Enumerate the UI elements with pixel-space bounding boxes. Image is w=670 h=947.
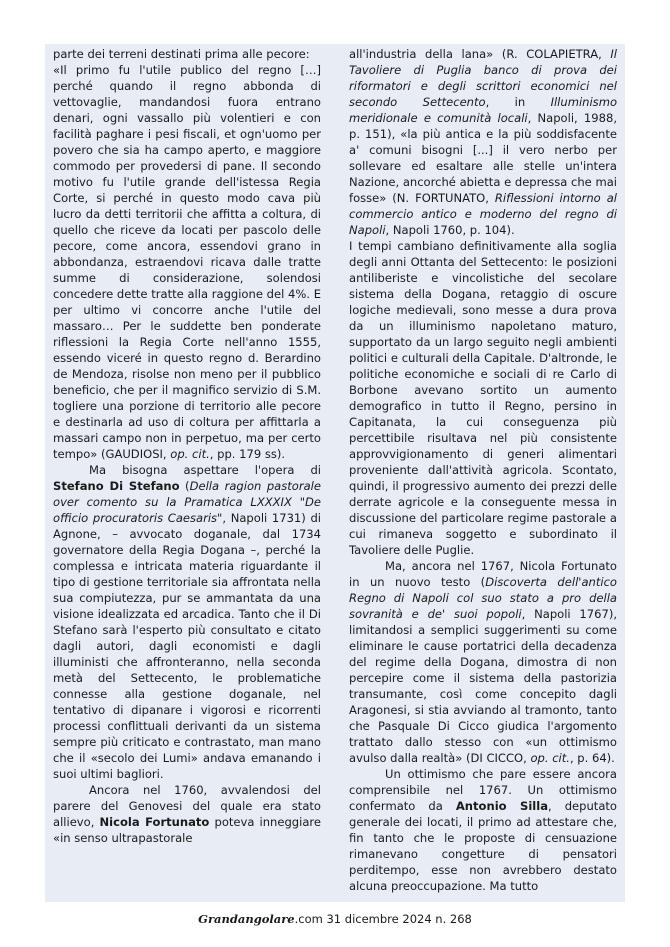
text-run: (	[179, 479, 190, 493]
text-run: Ancora nel 1760, avvalendosi del parere del Genovesi del quale era stato allievo,	[53, 783, 321, 829]
text-run: Un ottimismo che pare essere ancora comprensibile nel 1767. Un ottimismo confermato da	[349, 767, 617, 813]
text-run: , in	[485, 95, 551, 109]
text-run: , pp. 179 ss).	[209, 447, 286, 461]
text-run: «Il primo fu l'utile publico del regno […] perché quando il regno abbonda di vettovaglie, mandandosi fuora entrano denari, ogni vassallo più volentieri e con facilità paghare i pesi fiscali, et ogn'uomo per povero che sia ha campo aperto, e maggiore commodo per provedersi di pane. Il secondo motivo fu l'utile grande dell'istessa Regia Corte, si perché in questo modo cava più lucro da detti territorii che affitta a coltura, di quello che riceve da locati per pascolo delle pecore, come ancora, essendovi grano in abbondanza, estraendovi ricava dalle tratte summe di considerazione, solendosi concedere dette tratte alla raggione del 4%. E per ultimo vi concorre anche l'utile del massaro… Per le suddette ben ponderate riflessioni la Regia Corte nell'anno 1555, essendo viceré in questo regno d. Berardino de Mendoza, risolse non meno per il pubblico beneficio, che per il magnifico servizio di S.M. togliere una porzione di territorio alle pecore e destinarla ad uso di coltura per affittarla a massari campo non in perpetuo, ma per certo tempo» (GAUDIOSI,	[53, 63, 321, 461]
page-footer	[0, 912, 670, 926]
paragraph	[349, 46, 617, 238]
footer-brand: Grandangolare	[198, 912, 295, 926]
text-run: parte dei terreni destinati prima alle pecore:	[53, 47, 310, 61]
bold-name: Antonio Silla	[455, 799, 548, 813]
footer-date-issue: .com 31 dicembre 2024 n. 268	[294, 912, 472, 926]
text-run: Ma, ancora nel 1767, Nicola Fortunato in un nuovo testo (	[349, 559, 617, 589]
text-run: , Napoli, 1988, p. 151), «la più antica e la più soddisfacente a' comuni bisogni [...] il vero nerbo per sollevare ed esaltare alle stelle un'intera Nazione, ancorché abietta e depressa che mai fosse» (N. FORTUNATO,	[349, 111, 617, 205]
italic-citation: Della ragion pastorale over comento su la Pramatica LXXXIX "De officio procuratoris Caesaris"	[53, 479, 321, 525]
text-column-left	[53, 46, 321, 846]
paragraph	[349, 238, 617, 558]
bold-name: Stefano Di Stefano	[53, 479, 180, 493]
text-run: , p. 64).	[569, 751, 615, 765]
italic-citation: Discoverta dell'antico Regno di Napoli col suo stato a pro della sovranità e de' suoi popoli	[349, 575, 617, 621]
text-run: , deputato generale dei locati, il primo ad attestare che, fin tanto che le proposte di censuazione rimanevano congetture di pensatori perditempo, esse non avrebbero destato alcuna preoccupazione. Ma tutto	[349, 799, 617, 893]
text-run: Ma bisogna aspettare l'opera di	[89, 463, 321, 477]
paragraph	[53, 462, 321, 782]
text-column-right	[349, 46, 617, 894]
text-run: , Napoli 1760, p. 104).	[385, 223, 515, 237]
paragraph	[53, 62, 321, 462]
bold-name: Nicola Fortunato	[99, 815, 210, 829]
text-run: , Napoli 1767), limitandosi a semplici suggerimenti su come eliminare le cause portatrici della decadenza del regime della Dogana, dimostra di non percepire come il sistema della pastorizia transumante, così come concepito dagli Aragonesi, si stia avviando al tramonto, tanto che Pasquale Di Cicco giudica l'argomento trattato dallo stesso con «un ottimismo avulso dalla realtà» (DI CICCO,	[349, 607, 617, 765]
paragraph	[349, 558, 617, 766]
paragraph	[349, 766, 617, 894]
italic-citation: Illuminismo meridionale e comunità locali	[349, 95, 618, 125]
italic-citation: Il Tavoliere di Puglia banco di prova dei riformatori e degli scrittori economici nel secondo Settecento	[349, 47, 617, 109]
italic-citation: op. cit.	[530, 751, 570, 765]
paragraph	[53, 782, 321, 846]
italic-citation: op. cit.	[170, 447, 210, 461]
text-run: all'industria della lana» (R. COLAPIETRA,	[349, 47, 611, 61]
text-run: poteva inneggiare «in senso ultrapastorale	[53, 815, 322, 845]
italic-citation: Riflessioni intorno al commercio antico e moderno del regno di Napoli	[349, 191, 617, 237]
text-run: , Napoli 1731) di Agnone, – avvocato doganale, dal 1734 governatore della Regia Dogana –, perché la complessa e intricata materia riguardante il tipo di gestione territoriale sia affrontata nella sua compiutezza, pur se ammantata da una visione idealizzata ed arcadica. Tanto che il Di Stefano sarà l'esperto più consultato e citato dagli autori, dagli economisti e dagli illuministi che affronteranno, nella seconda metà del Settecento, le problematiche connesse alla gestione doganale, nel tentativo di dipanare i vigorosi e ricorrenti processi conflittuali derivanti da un sistema sempre più criticato e contrastato, man mano che il «secolo dei Lumi» andava emanando i suoi ultimi bagliori.	[53, 511, 321, 781]
text-run: I tempi cambiano definitivamente alla soglia degli anni Ottanta del Settecento: le posizioni antiliberiste e vincolistiche del secolare sistema della Dogana, retaggio di oscure logiche medievali, sono messe a dura prova da un illuminismo napoletano maturo, supportato da un largo seguito negli ambienti politici e culturali della Capitale. D'altronde, le politiche economiche e sociali di re Carlo di Borbone avevano sortito un aumento demografico in tutto il Regno, persino in Capitanata, la cui conseguenza più percettibile risultava nel più consistente approvvigionamento di generi alimentari proveniente dall'attività agricola. Scontato, quindi, il progressivo aumento dei prezzi delle derrate agricole e la conseguente messa in discussione del particolare regime pastorale a cui rimaneva soggetto e subordinato il Tavoliere delle Puglie.	[349, 239, 617, 557]
paragraph	[53, 46, 321, 62]
